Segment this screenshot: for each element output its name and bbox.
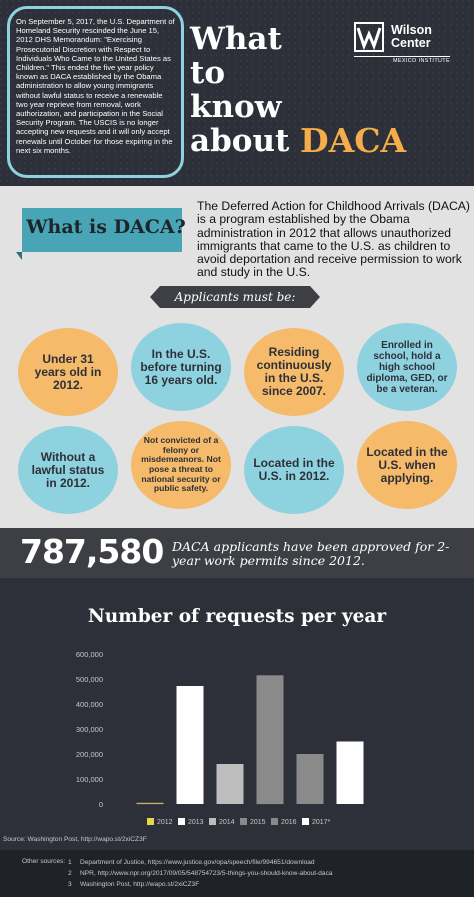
logo-name [391, 24, 432, 50]
y-tick-label: 100,000 [75, 775, 103, 784]
y-tick-label: 0 [98, 800, 103, 809]
legend-label: 2015 [250, 819, 266, 826]
source-item [68, 880, 333, 891]
bar-2016 [297, 754, 324, 804]
source-text: Washington Post, http://wapo.st/2xiCZ3F [80, 880, 200, 888]
other-sources-list [68, 858, 333, 890]
wilson-center-logo [354, 22, 466, 64]
intro-text: On September 5, 2017, the U.S. Department of Homeland Security rescinded the June 15, 2012 DHS Memorandum: "Exercising Prosecutorial Discretion with Respect to Individuals Who Came to the United States as Children." This ended the five year policy known as DACA established by the Obama administration to allow young immigrants without lawful status to receive a renewable two year reprieve from removal, work authorization, and participation in the Social Security Program. The USCIS is no longer accepting new requests and it will only accept renewals until October for those expiring in the next six months. [16, 17, 175, 155]
requirement-text: Not convicted of a felony or misdemeanors. Not pose a threat to national security or public safety. [141, 435, 221, 494]
title-line-2: to [190, 55, 225, 91]
chart-title: Number of requests per year [87, 606, 387, 627]
title-highlight: DACA [300, 121, 407, 160]
legend-label: 2016 [281, 819, 297, 826]
bar-2015 [257, 675, 284, 804]
requirement-circle [357, 421, 457, 509]
requirement-circle [244, 328, 344, 416]
source-number: 1 [68, 859, 72, 866]
logo-name-line-2: Center [391, 36, 431, 50]
y-tick-label: 300,000 [75, 725, 103, 734]
legend-swatch [240, 818, 247, 825]
requests-bar-chart [0, 640, 474, 836]
title-line-3: know [190, 89, 282, 125]
other-sources-label: Other sources: [22, 858, 66, 865]
source-text: Department of Justice, https://www.justice.gov/opa/speech/file/994651/download [80, 859, 315, 866]
requirement-text: Enrolled in school, hold a high school diploma, GED, or be a veteran. [366, 339, 448, 395]
requirement-circle [131, 323, 231, 411]
source-number: 2 [68, 869, 72, 877]
source-item [68, 858, 333, 869]
source-number: 3 [68, 880, 72, 888]
what-is-heading: What is DACA? [26, 216, 186, 238]
title-line-4: about [190, 123, 290, 159]
requirement-text: Located in the U.S. in 2012. [253, 456, 335, 483]
source-text: NPR, http://www.npr.org/2017/09/05/548754723/5-things-you-should-know-about-daca [80, 869, 333, 877]
requirement-circle [357, 323, 457, 411]
bar-2014 [217, 764, 244, 804]
bar-2017* [337, 742, 364, 805]
legend-label: 2017* [312, 819, 331, 826]
y-tick-label: 600,000 [75, 650, 103, 659]
chart-source: Source: Washington Post, http://wapo.st/2xiCZ3F [3, 836, 147, 843]
requirement-text: Under 31 years old in 2012. [34, 351, 102, 392]
requirement-circle [244, 426, 344, 514]
requirement-text: Located in the U.S. when applying. [366, 444, 448, 485]
page-title [190, 21, 407, 160]
logo-subtitle: MEXICO INSTITUTE [354, 56, 450, 64]
bar-2013 [177, 686, 204, 804]
daca-definition: The Deferred Action for Childhood Arrivals (DACA) is a program established by the Obama administration in 2012 that allows unauthorized immigrants that came to the U.S. as children to avoid deportation and receive permission to work and study in the U.S. [197, 199, 470, 280]
logo-name-line-1: Wilson [391, 23, 432, 37]
legend-swatch [178, 818, 185, 825]
wilson-center-logo-icon [354, 22, 384, 52]
requirement-text: Without a lawful status in 2012. [31, 449, 105, 490]
y-tick-label: 400,000 [75, 700, 103, 709]
legend-label: 2012 [157, 819, 173, 826]
legend-swatch [209, 818, 216, 825]
intro-text-box [7, 6, 184, 178]
bar-2012 [137, 803, 164, 804]
legend-swatch [271, 818, 278, 825]
approved-description: DACA applicants have been approved for 2-year work permits since 2012. [172, 539, 450, 568]
requirement-circle [18, 426, 118, 514]
legend-swatch [302, 818, 309, 825]
approved-count: 787,580 [20, 532, 164, 571]
ribbon-fold [16, 252, 22, 260]
applicants-banner: Applicants must be: [160, 286, 310, 308]
requirement-text: In the U.S. before turning 16 years old. [140, 346, 222, 387]
source-item [68, 869, 333, 880]
legend-label: 2013 [188, 819, 204, 826]
legend-label: 2014 [219, 819, 235, 826]
y-tick-label: 200,000 [75, 750, 103, 759]
requirement-circle [18, 328, 118, 416]
requirement-circle [131, 421, 231, 509]
y-tick-label: 500,000 [75, 675, 103, 684]
legend-swatch [147, 818, 154, 825]
title-line-1: What [190, 21, 282, 57]
requirement-text: Residing continuously in the U.S. since 2007. [256, 345, 332, 398]
